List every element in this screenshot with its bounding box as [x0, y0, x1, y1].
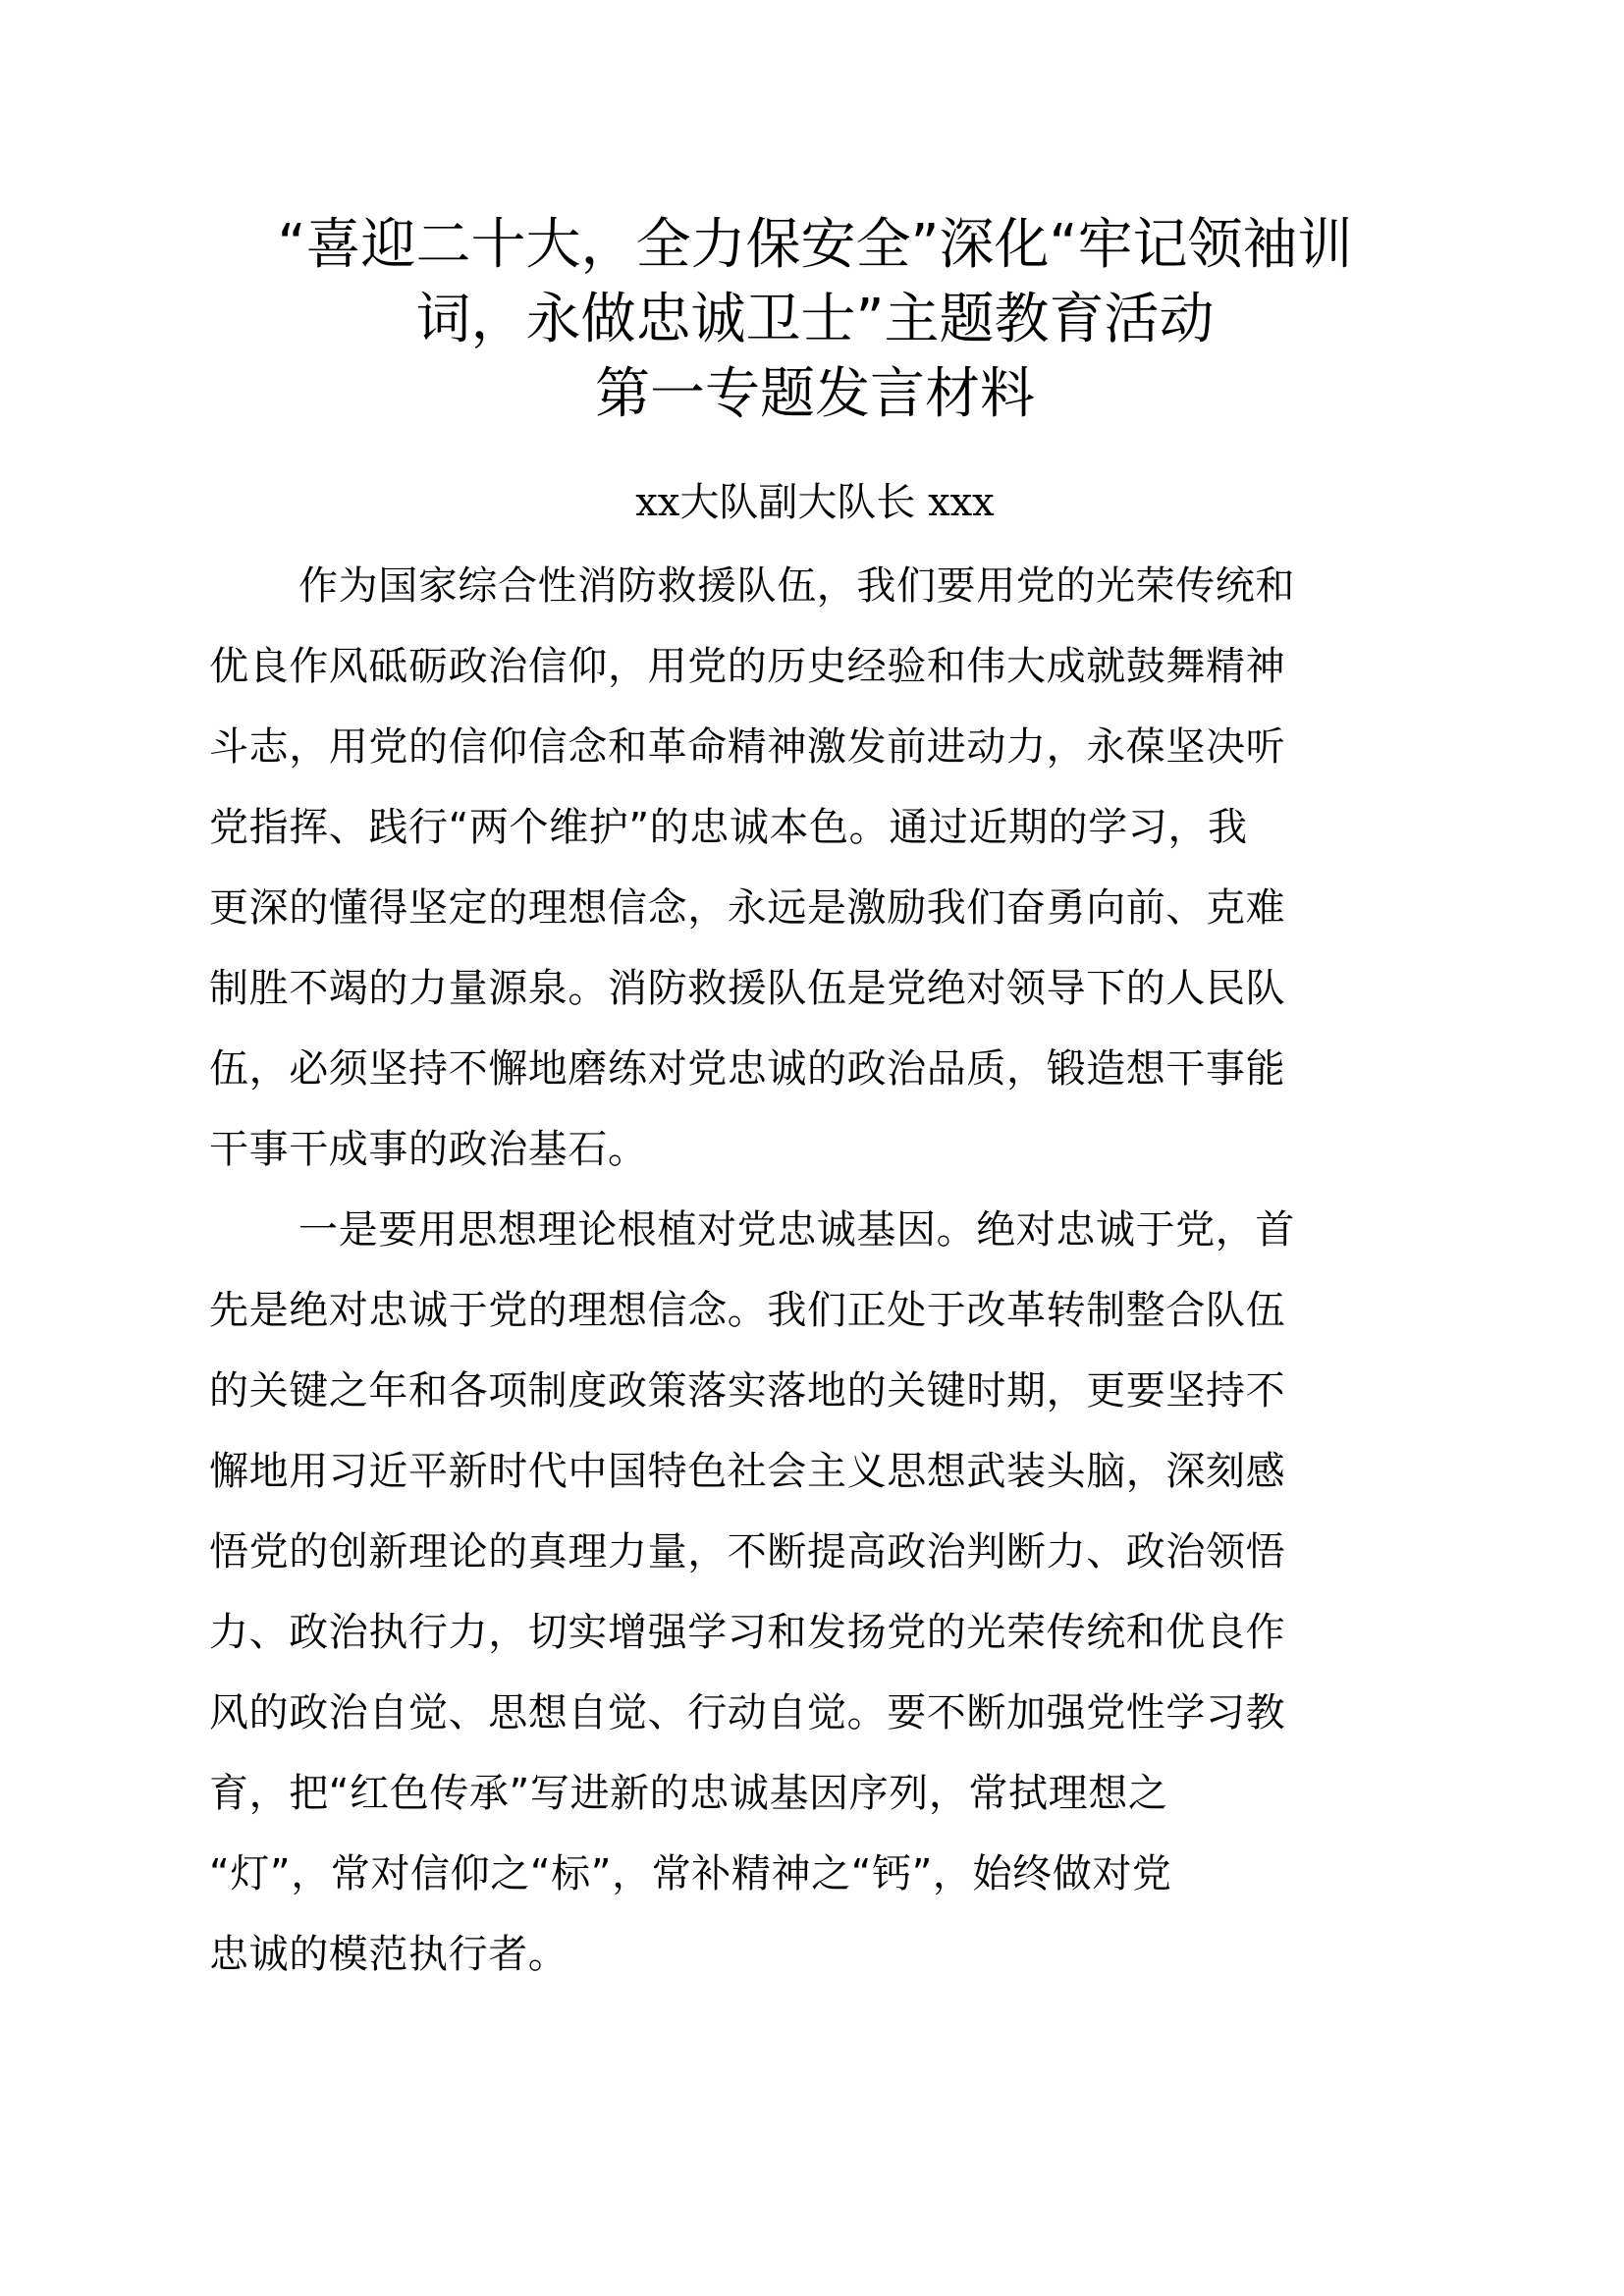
- text-line: 懈地用习近平新时代中国特色社会主义思想武装头脑，深刻感: [209, 1449, 1286, 1494]
- text-line: 悟党的创新理论的真理力量，不断提高政治判断力、政治领悟: [209, 1529, 1286, 1575]
- text-line: 风的政治自觉、思想自觉、行动自觉。要不断加强党性学习教: [209, 1690, 1286, 1735]
- text-line: 干事干成事的政治基石。: [209, 1127, 648, 1172]
- text-line: 制胜不竭的力量源泉。消防救援队伍是党绝对领导下的人民队: [209, 966, 1286, 1011]
- document-body: [209, 546, 1423, 1995]
- text-line: 党指挥、践行“两个维护”的忠诚本色。通过近期的学习，我: [209, 805, 1248, 850]
- text-line: 优良作风砥砺政治信仰，用党的历史经验和伟大成就鼓舞精神: [209, 644, 1286, 689]
- text-line: 伍，必须坚持不懈地磨练对党忠诚的政治品质，锻造想干事能: [209, 1046, 1286, 1092]
- author-line: xx大队副大队长 xxx: [635, 480, 995, 525]
- text-line: 的关键之年和各项制度政策落实落地的关键时期，更要坚持不: [209, 1368, 1286, 1414]
- document-title: [196, 208, 1434, 432]
- text-line: 一是要用思想理论根植对党忠诚基因。绝对忠诚于党，首: [298, 1207, 1295, 1253]
- text-line: 力、政治执行力，切实增强学习和发扬党的光荣传统和优良作: [209, 1610, 1286, 1655]
- text-line: “灯”，常对信仰之“标”，常补精神之“钙”，始终做对党: [209, 1851, 1172, 1896]
- text-line: 育，把“红色传承”写进新的忠诚基因序列，常拭理想之: [209, 1771, 1168, 1816]
- title-line-3: 第一专题发言材料: [595, 362, 1035, 426]
- title-line-2: 词，永做忠诚卫士”主题教育活动: [415, 288, 1215, 351]
- paragraph-2: [209, 1190, 1423, 1995]
- text-line: 更深的懂得坚定的理想信念，永远是激励我们奋勇向前、克难: [209, 885, 1286, 931]
- text-line: 作为国家综合性消防救援队伍，我们要用党的光荣传统和: [298, 563, 1295, 609]
- text-line: 忠诚的模范执行者。: [209, 1932, 568, 1977]
- title-line-1: “喜迎二十大，全力保安全”深化“牢记领袖训: [277, 213, 1353, 277]
- text-line: 斗志，用党的信仰信念和革命精神激发前进动力，永葆坚决听: [209, 724, 1286, 770]
- text-line: 先是绝对忠诚于党的理想信念。我们正处于改革转制整合队伍: [209, 1288, 1286, 1333]
- paragraph-1: [209, 546, 1423, 1190]
